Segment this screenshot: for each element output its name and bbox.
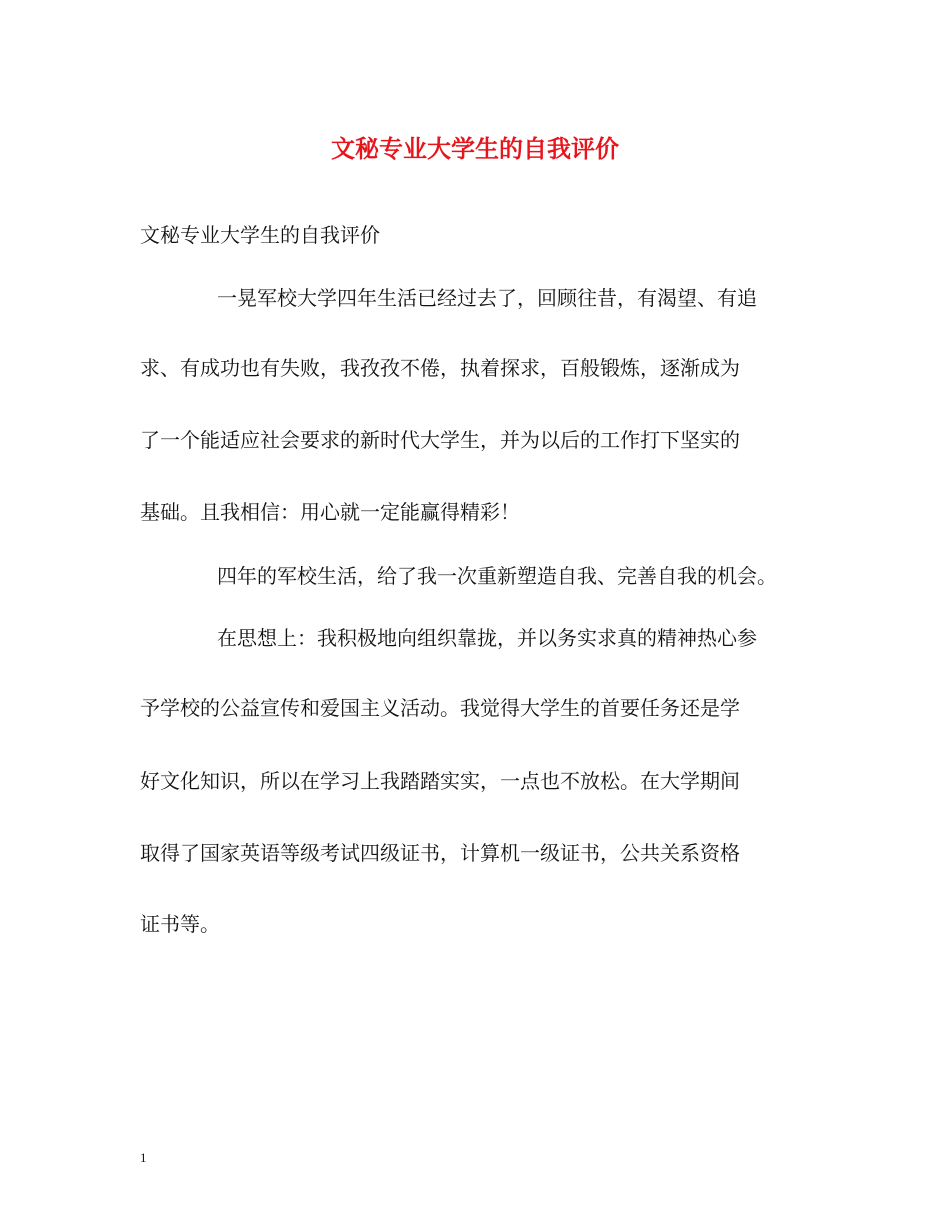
document-subtitle: 文秘专业大学生的自我评价: [140, 223, 380, 247]
paragraph-line: 在思想上：我积极地向组织靠拢，并以务实求真的精神热心参: [217, 626, 757, 650]
document-title: 文秘专业大学生的自我评价: [331, 134, 619, 163]
page-number: 1: [140, 1150, 147, 1165]
paragraph-line: 取得了国家英语等级考试四级证书，计算机一级证书，公共关系资格: [140, 841, 740, 865]
paragraph-line: 好文化知识，所以在学习上我踏踏实实，一点也不放松。在大学期间: [140, 769, 740, 793]
paragraph-line: 求、有成功也有失败，我孜孜不倦，执着探求，百般锻炼，逐渐成为: [140, 356, 740, 380]
paragraph-line: 四年的军校生活，给了我一次重新塑造自我、完善自我的机会。: [217, 564, 777, 588]
paragraph-line: 基础。且我相信：用心就一定能赢得精彩！: [140, 500, 520, 524]
paragraph-line: 一晃军校大学四年生活已经过去了，回顾往昔，有渴望、有追: [217, 286, 757, 310]
paragraph-line: 证书等。: [140, 912, 220, 936]
paragraph-line: 了一个能适应社会要求的新时代大学生，并为以后的工作打下坚实的: [140, 428, 740, 452]
paragraph-line: 予学校的公益宣传和爱国主义活动。我觉得大学生的首要任务还是学: [140, 696, 740, 720]
